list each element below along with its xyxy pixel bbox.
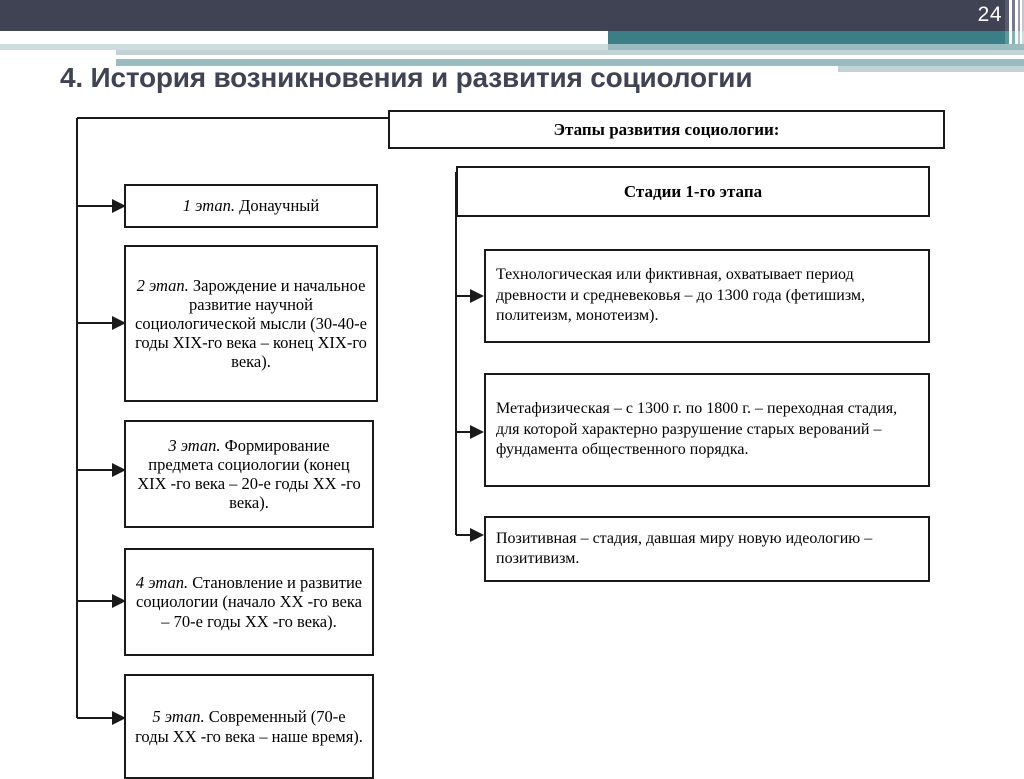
stage-box-2-rest: Зарождение и начальное развитие научной социологической мысли (30-40-е годы XIX-го века – конец XIX-го века). bbox=[135, 275, 367, 372]
stage-box-4-lead: 4 этап. bbox=[135, 573, 189, 593]
stage-box-2-lead: 2 этап. bbox=[136, 275, 189, 295]
stage-box-5-lead: 5 этап. bbox=[152, 707, 205, 727]
stage-box-4-rest: Становление и развитие социологии (начало XX -го века – 70-е годы XX -го века). bbox=[136, 573, 363, 631]
stage-box-3-text bbox=[126, 436, 372, 513]
right-header-label: Стадии 1-го этапа bbox=[623, 181, 763, 201]
stage-box-1[interactable] bbox=[124, 184, 378, 228]
root-header-box[interactable] bbox=[388, 110, 945, 149]
stage-box-2[interactable] bbox=[124, 245, 378, 402]
stage-box-5-rest: Современный (70-е годы XX -го века – наше время). bbox=[135, 707, 363, 746]
stage-box-2-text bbox=[126, 276, 376, 372]
stage-box-1-rest: Донаучный bbox=[234, 196, 320, 216]
stage-box-4-text bbox=[126, 573, 372, 630]
page-number: 24 bbox=[977, 3, 1002, 26]
substage-box-3-text: Позитивная – стадия, давшая миру новую идеологию – позитивизм. bbox=[496, 529, 873, 567]
stage-box-1-lead: 1 этап. bbox=[182, 196, 235, 216]
stage-box-1-text bbox=[126, 196, 376, 215]
root-header-label: Этапы развития социологии: bbox=[553, 119, 780, 139]
substage-box-3[interactable] bbox=[484, 516, 930, 582]
substage-box-1[interactable] bbox=[484, 249, 930, 343]
substage-box-1-text: Технологическая или фиктивная, охватывает период древности и средневековья – до 1300 года (фетишизм, политеизм, монотеизм). bbox=[496, 266, 866, 325]
stage-box-3-rest: Формирование предмета социологии (конец XIX -го века – 20-е годы XX -го века). bbox=[137, 435, 361, 513]
arrowheads-right bbox=[470, 289, 484, 542]
stage-box-5-text bbox=[126, 707, 372, 745]
substage-box-2[interactable] bbox=[484, 373, 930, 487]
stage-box-3[interactable] bbox=[124, 420, 374, 528]
stage-box-3-lead: 3 этап. bbox=[168, 435, 221, 455]
stage-box-4[interactable] bbox=[124, 548, 374, 656]
stage-box-5[interactable] bbox=[124, 674, 374, 779]
slide-title: 4. История возникновения и развития социологии bbox=[60, 62, 753, 93]
right-header-box[interactable] bbox=[456, 166, 930, 217]
substage-box-2-text: Метафизическая – с 1300 г. по 1800 г. – переходная стадия, для которой характерно разрушение старых верований – фундамента общественного порядка. bbox=[496, 400, 898, 459]
